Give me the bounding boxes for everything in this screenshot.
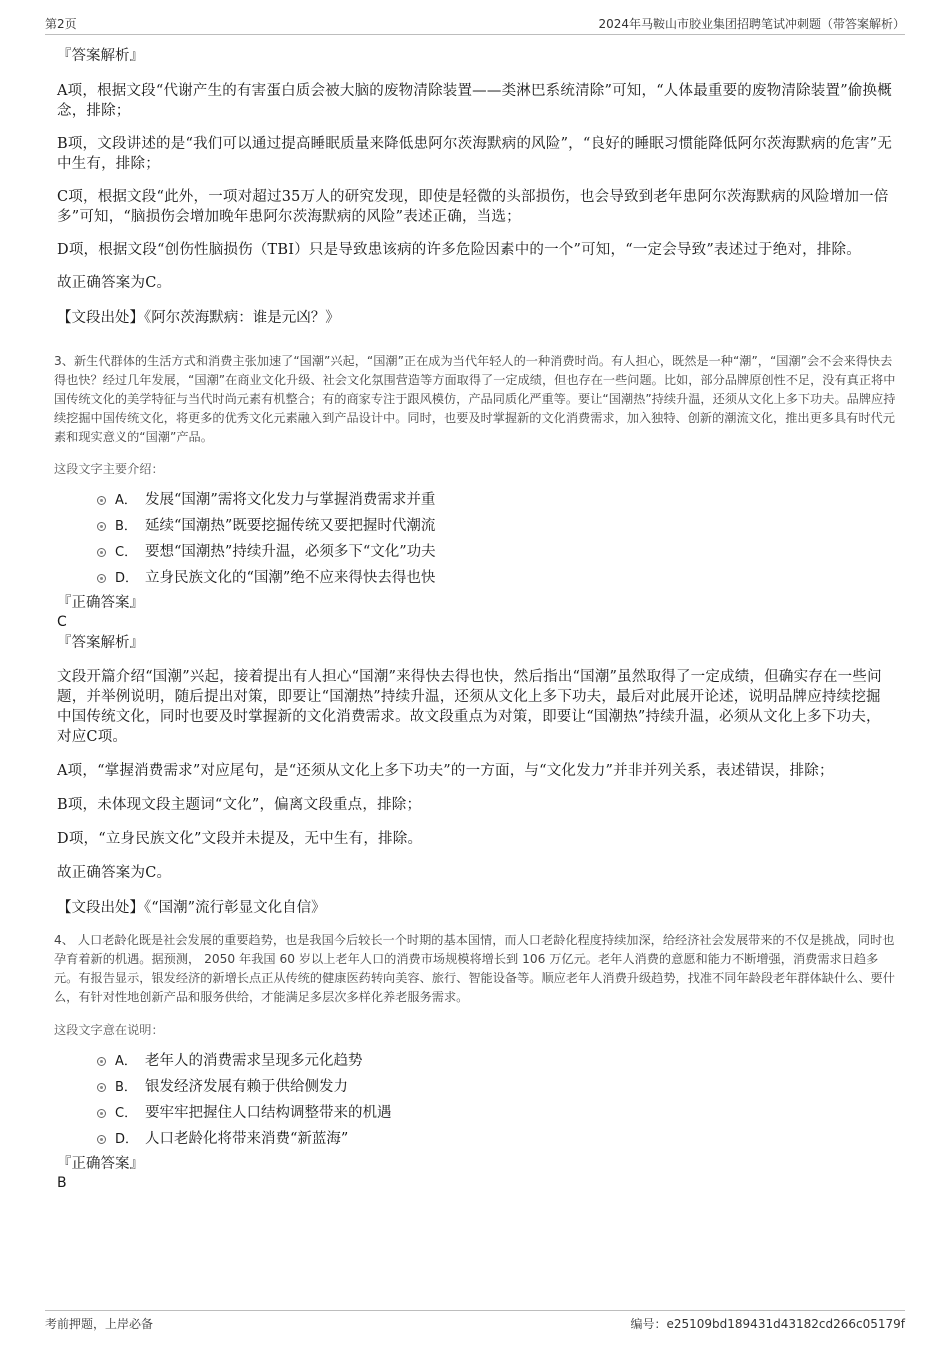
question-4-answer-label: 『正确答案』: [57, 1156, 144, 1172]
prev-analysis-d: D项，根据文段“创伤性脑损伤（TBI）只是导致患该病的许多危险因素中的一个”可知，“一定会导致”表述过于绝对，排除。: [57, 242, 861, 258]
question-4-option-a[interactable]: A． 老年人的消费需求呈现多元化趋势: [57, 1048, 893, 1074]
radio-icon[interactable]: [97, 496, 106, 505]
question-4-answer: B: [57, 1175, 67, 1191]
question-3-analysis-a: A项，“掌握消费需求”对应尾句，是“还须从文化上多下功夫”的一方面，与“文化发力”并非并列关系，表述错误，排除；: [57, 763, 834, 779]
prev-analysis-c: C项，根据文段“此外，一项对超过35万人的研究发现，即使是轻微的头部损伤，也会导致到老年患阿尔茨海默病的风险增加一倍多”可知，“脑损伤会增加晚年患阿尔茨海默病的风险”表述正确，当选；: [57, 189, 889, 225]
question-3-source: 【文段出处】《“国潮”流行彰显文化自信》: [57, 900, 326, 916]
document-code: 编号：e25109bd189431d43182cd266c05179f: [630, 1317, 905, 1331]
prev-analysis-a: A项，根据文段“代谢产生的有害蛋白质会被大脑的废物清除装置——类淋巴系统清除”可知，“人体最重要的废物清除装置”偷换概念，排除；: [57, 83, 892, 119]
radio-icon[interactable]: [97, 1135, 106, 1144]
question-3-options: [57, 487, 893, 591]
prev-source: 【文段出处】《阿尔茨海默病：谁是元凶？》: [57, 310, 340, 326]
question-4-option-d[interactable]: D． 人口老龄化将带来消费“新蓝海”: [57, 1126, 893, 1152]
question-3-analysis-b: B项，未体现文段主题词“文化”，偏离文段重点，排除；: [57, 797, 422, 813]
radio-icon[interactable]: [97, 574, 106, 583]
question-3-answer: C: [57, 614, 67, 630]
question-3-conclusion: 故正确答案为C。: [57, 865, 172, 881]
question-4-options: [57, 1048, 893, 1152]
question-3-answer-label: 『正确答案』: [57, 595, 144, 611]
question-3-option-a[interactable]: A． 发展“国潮”需将文化发力与掌握消费需求并重: [57, 487, 893, 513]
radio-icon[interactable]: [97, 522, 106, 531]
radio-icon[interactable]: [97, 1057, 106, 1066]
question-3-analysis-label: 『答案解析』: [57, 635, 144, 651]
document-title: 2024年马鞍山市胶业集团招聘笔试冲刺题（带答案解析）: [598, 17, 905, 31]
radio-icon[interactable]: [97, 1109, 106, 1118]
question-3-prompt: 这段文字主要介绍：: [54, 462, 164, 476]
page-number: 第2页: [45, 17, 77, 31]
radio-icon[interactable]: [97, 1083, 106, 1092]
question-4-text: 4、 人口老龄化既是社会发展的重要趋势，也是我国今后较长一个时期的基本国情，而人口老龄化程度持续加深，给经济社会发展带来的不仅是挑战，同时也孕育着新的机遇。据预测， 2050 年我国 60 岁以上老年人口的消费市场规模将增长到 106 万亿元。老年人消费的意愿和能力不断增强，消费需求日趋多元。有报告显示，银发经济的新增长点正从传统的健康医药转向美容、旅行、智能设备等。顺应老年人消费升级趋势，找准不同年龄段老年群体缺什么、要什么，有针对性地创新产品和服务供给，才能满足多层次多样化养老服务需求。: [54, 933, 895, 1004]
prev-analysis-b: B项，文段讲述的是“我们可以通过提高睡眠质量来降低患阿尔茨海默病的风险”，“良好的睡眠习惯能降低阿尔茨海默病的危害”无中生有，排除；: [57, 136, 893, 172]
question-3-option-c[interactable]: C． 要想“国潮热”持续升温，必须多下“文化”功夫: [57, 539, 893, 565]
question-4-prompt: 这段文字意在说明：: [54, 1023, 164, 1037]
page-footer: [45, 1310, 905, 1335]
question-3-analysis-main: 文段开篇介绍“国潮”兴起，接着提出有人担心“国潮”来得快去得也快，然后指出“国潮”虽然取得了一定成绩，但确实存在一些问题，并举例说明，随后提出对策，即要让“国潮热”持续升温，还须从文化上多下功夫，最后对此展开论述，说明品牌应持续挖掘中国传统文化，同时也要及时掌握新的文化消费需求。故文段重点为对策，即要让“国潮热”持续升温，必须从文化上多下功夫，对应C项。: [57, 669, 882, 745]
prev-analysis-label: 『答案解析』: [57, 48, 144, 64]
prev-conclusion: 故正确答案为C。: [57, 275, 172, 291]
footer-slogan: 考前押题，上岸必备: [45, 1317, 154, 1331]
question-3-option-d[interactable]: D． 立身民族文化的“国潮”绝不应来得快去得也快: [57, 565, 893, 591]
page-content: [54, 46, 896, 1192]
radio-icon[interactable]: [97, 548, 106, 557]
question-3-text: 3、新生代群体的生活方式和消费主张加速了“国潮”兴起，“国潮”正在成为当代年轻人的一种消费时尚。有人担心，既然是一种“潮”，“国潮”会不会来得快去得也快？经过几年发展，“国潮”在商业文化升级、社会文化氛围营造等方面取得了一定成绩，但也存在一些问题。比如，部分品牌原创性不足，没有真正将中国传统文化的美学特征与当代时尚元素有机整合；有的商家专注于跟风模仿，产品同质化严重等。要让“国潮热”持续升温，还须从文化上多下功夫。品牌应持续挖掘中国传统文化，将更多的优秀文化元素融入到产品设计中。同时，也要及时掌握新的文化消费需求，加入独特、创新的潮流文化，推出更多具有时代元素和现实意义的“国潮”产品。: [54, 354, 896, 444]
question-3-option-b[interactable]: B． 延续“国潮热”既要挖掘传统又要把握时代潮流: [57, 513, 893, 539]
question-4-option-b[interactable]: B． 银发经济发展有赖于供给侧发力: [57, 1074, 893, 1100]
question-4-option-c[interactable]: C． 要牢牢把握住人口结构调整带来的机遇: [57, 1100, 893, 1126]
page-header: [45, 12, 905, 35]
question-3-analysis-d: D项，“立身民族文化”文段并未提及，无中生有，排除。: [57, 831, 423, 847]
